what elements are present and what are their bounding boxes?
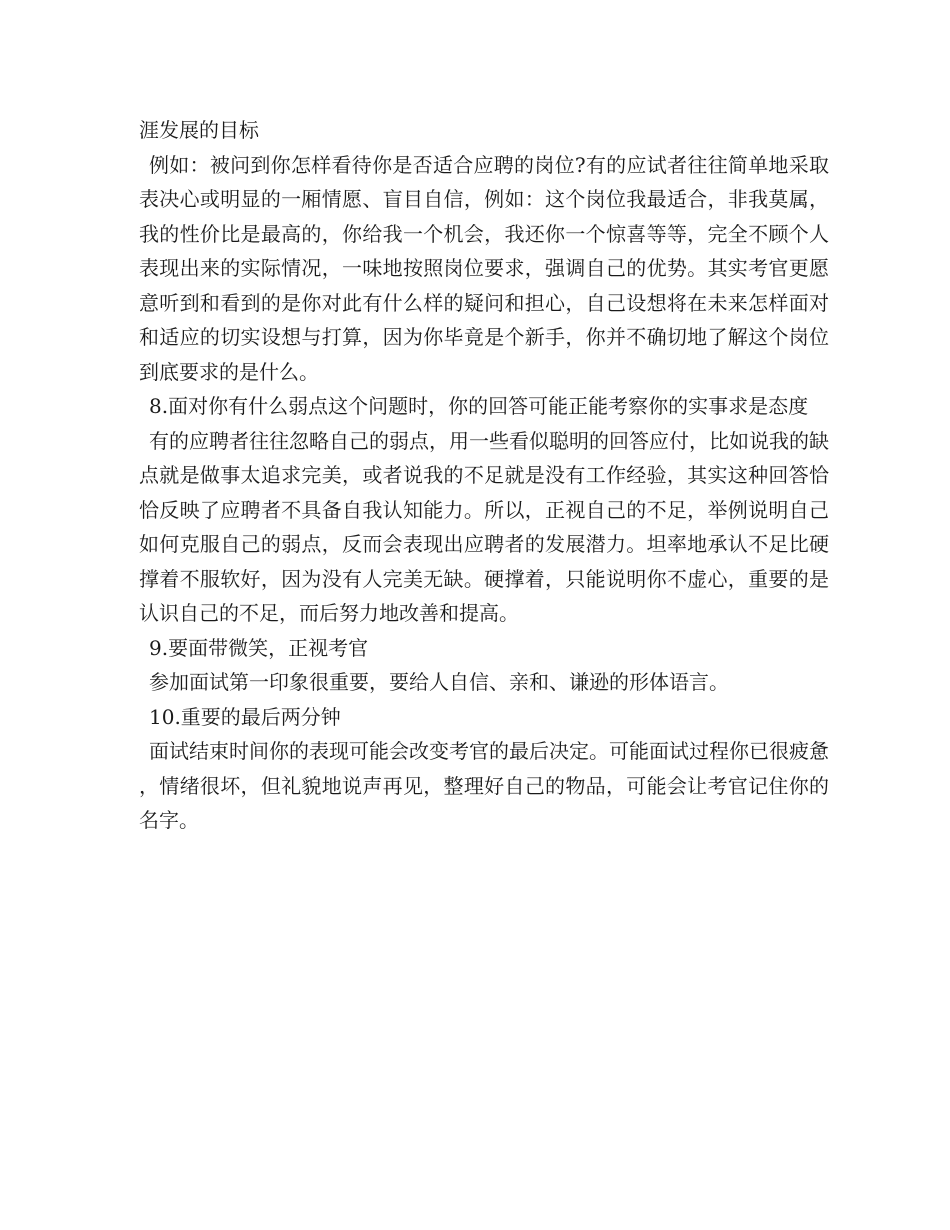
paragraph-weakness-answer: 有的应聘者往往忽略自己的弱点，用一些看似聪明的回答应付，比如说我的缺点就是做事太追求完美，或者说我的不足就是没有工作经验，其实这种回答恰恰反映了应聘者不具备自我认知能力。所以，正视自己的不足，举例说明自己如何克服自己的弱点，反而会表现出应聘者的发展潜力。坦率地承认不足比硬撑着不服软好，因为没有人完美无缺。硬撑着，只能说明你不虚心，重要的是认识自己的不足，而后努力地改善和提高。 [139, 428, 829, 625]
paragraph-suitability-example: 例如：被问到你怎样看待你是否适合应聘的岗位?有的应试者往往简单地采取表决心或明显的一厢情愿、盲目自信，例如：这个岗位我最适合，非我莫属，我的性价比是最高的，你给我一个机会，我还你一个惊喜等等，完全不顾个人表现出来的实际情况，一味地按照岗位要求，强调自己的优势。其实考官更愿意听到和看到的是你对此有什么样的疑问和担心，自己设想将在未来怎样面对和适应的切实设想与打算，因为你毕竟是个新手，你并不确切地了解这个岗位到底要求的是什么。 [139, 152, 829, 384]
paragraph-first-impression: 参加面试第一印象很重要，要给人自信、亲和、谦逊的形体语言。 [149, 670, 729, 694]
heading-8-weakness: 8.面对你有什么弱点这个问题时，你的回答可能正能考察你的实事求是态度 [149, 394, 809, 418]
heading-10-last-two-minutes: 10.重要的最后两分钟 [149, 704, 341, 729]
heading-9-smile: 9.要面带微笑，正视考官 [149, 635, 369, 660]
document-page [139, 113, 829, 838]
paragraph-interview-ending: 面试结束时间你的表现可能会改变考官的最后决定。可能面试过程你已很疲惫，情绪很坏，但礼貌地说声再见，整理好自己的物品，可能会让考官记住你的名字。 [139, 739, 829, 832]
paragraph-career-goal-tail: 涯发展的目标 [139, 118, 259, 142]
